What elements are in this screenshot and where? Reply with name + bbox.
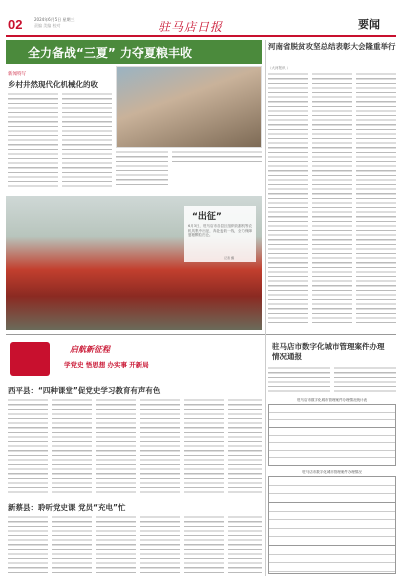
story-headline: 河南省脱贫攻坚总结表彰大会隆重举行 bbox=[268, 42, 396, 51]
story-body bbox=[228, 515, 262, 575]
table-title: 驻马店市数字化城市管理案件办理情况 bbox=[302, 470, 362, 474]
page-header bbox=[6, 14, 396, 36]
header-rule bbox=[6, 35, 396, 37]
campaign-banner bbox=[6, 338, 262, 380]
date-line: 2024年6月5日 星期三 bbox=[34, 17, 75, 22]
story-body bbox=[268, 72, 308, 324]
story-headline: 西平县：“四种课堂”促党史学习教育有声有色 bbox=[8, 386, 161, 395]
story-body bbox=[96, 398, 136, 496]
story-body bbox=[52, 515, 92, 575]
banner-title: 全力备战“三夏” 力夺夏粮丰收 bbox=[28, 46, 192, 60]
story-body bbox=[312, 72, 352, 324]
story-body bbox=[228, 398, 262, 496]
caption-credit: 记者 摄 bbox=[224, 256, 234, 260]
story-headline: 乡村井然现代化机械化的收 bbox=[8, 80, 98, 89]
masthead-logo: 驻马店日报 bbox=[158, 20, 224, 34]
story-body bbox=[62, 92, 112, 188]
section-title: 要闻 bbox=[358, 18, 380, 31]
photo-caption bbox=[172, 150, 262, 162]
story-headline: 驻马店市数字化城市管理案件办理情况通报 bbox=[272, 342, 385, 361]
story-body bbox=[268, 366, 330, 394]
campaign-strip: 学党史 悟思想 办实事 开新局 bbox=[64, 361, 149, 369]
story-body bbox=[140, 515, 180, 575]
stats-table bbox=[268, 404, 396, 466]
caption-title: “出征” bbox=[192, 212, 222, 222]
story-kicker: 新闻特写 bbox=[8, 72, 26, 77]
story-dateline: （大河报讯 ） bbox=[268, 66, 291, 70]
story-body bbox=[140, 398, 180, 496]
staff-line: 责编 美编 校对 bbox=[34, 23, 61, 28]
campaign-slogan: 启航新征程 bbox=[70, 345, 110, 354]
harvester-photo bbox=[6, 196, 262, 330]
harvester-caption-box bbox=[184, 206, 256, 262]
divider bbox=[6, 334, 396, 335]
column-divider bbox=[265, 40, 266, 576]
story-body bbox=[52, 398, 92, 496]
story-body bbox=[334, 366, 396, 394]
story-headline: 新蔡县：聆听党史课 党员“充电”忙 bbox=[8, 503, 126, 512]
news-photo bbox=[116, 66, 262, 148]
caption-body: 6月3日，驻马店市各县区组织收割机等农机具集中出征，奔赴麦收一线，全力保障夏粮颗粒归仓。 bbox=[188, 224, 252, 238]
story-body bbox=[184, 398, 224, 496]
banner bbox=[6, 40, 262, 64]
story-body bbox=[8, 398, 48, 496]
story-body bbox=[8, 515, 48, 575]
story-body bbox=[356, 72, 396, 324]
campaign-emblem bbox=[10, 342, 50, 376]
story-body bbox=[96, 515, 136, 575]
stats-table bbox=[268, 476, 396, 574]
page-number: 02 bbox=[8, 17, 23, 32]
table-title: 驻马店市数字化城市管理案件办理情况统计表 bbox=[297, 398, 367, 402]
story-body bbox=[8, 92, 58, 188]
story-body bbox=[184, 515, 224, 575]
story-body bbox=[116, 150, 168, 188]
